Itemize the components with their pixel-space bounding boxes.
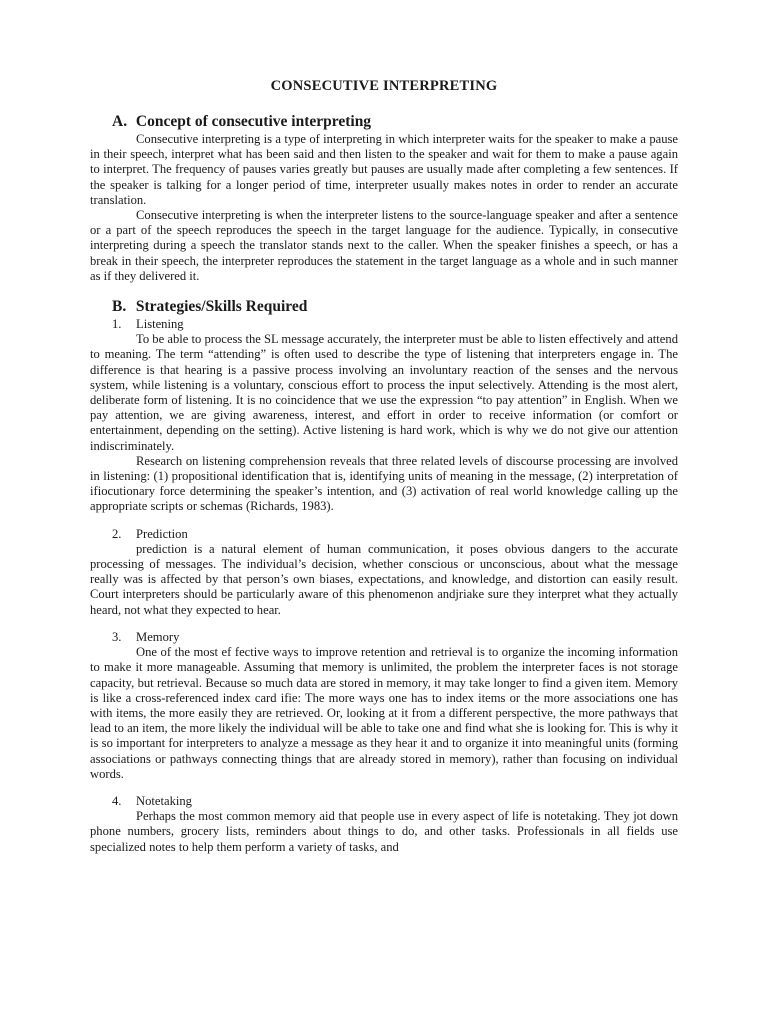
subsection-listening <box>90 317 678 515</box>
paragraph: One of the most ef fective ways to improve retention and retrieval is to organize the incoming information to make it more manageable. Assuming that memory is unlimited, the problem the interpreter faces is not storage capacity, but retrieval. Because so much data are stored in memory, it may take longer to find a given item. Memory is like a cross-referenced index card ifie: The more ways one has to index items or the more associations one has with items, the more easily they are retrieved. Or, looking at it from a different perspective, the more pathways that lead to an item, the more likely the individual will be able to take one and find what she is looking for. This is why it is so important for interpreters to analyze a message as they hear it and to organize it into meaningful units (forming associations or pathways connecting things that are already stored in memory), rather than focusing on individual words. <box>90 645 678 781</box>
paragraph: Perhaps the most common memory aid that people use in every aspect of life is notetaking. They jot down phone numbers, grocery lists, reminders about things to do, and other tasks. Professionals in all fields use specialized notes to help them perform a variety of tasks, and <box>90 809 678 854</box>
paragraph: To be able to process the SL message accurately, the interpreter must be able to listen effectively and attend to meaning. The term “attending” is often used to describe the type of listening that interpreters engage in. The difference is that hearing is a passive process involving an involuntary reaction of the senses and the nervous system, while listening is a voluntary, conscious effort to process the input selectively. Attending is the most alert, deliberate form of listening. It is no coincidence that we use the expression “to pay attention” in English. When we pay attention, we are giving awareness, interest, and effort in order to receive information (or comfort or entertainment, depending on the setting). Active listening is hard work, which is why we do not give our attention indiscriminately. <box>90 332 678 453</box>
section-b <box>90 298 678 855</box>
section-heading <box>112 113 678 131</box>
section-title: Concept of consecutive interpreting <box>135 113 372 130</box>
section-a <box>90 113 678 284</box>
paragraph: prediction is a natural element of human communication, it poses obvious dangers to the accurate processing of messages. The individual’s decision, whether conscious or unconscious, about what the message really was is affected by that person’s own biases, expectations, and knowledge, and distortion can easily result. Court interpreters should be particularly aware of this phenomenon andjriake sure they interpret what they actually heard, not what they expected to hear. <box>90 541 678 617</box>
subsection-notetaking <box>90 794 678 855</box>
subsection-number: 2. <box>112 526 122 541</box>
section-label: A. <box>112 113 128 130</box>
subsection-memory <box>90 630 678 782</box>
subsection-title: Notetaking <box>136 793 192 808</box>
subsection-heading <box>90 527 678 542</box>
subsection-number: 1. <box>112 317 122 332</box>
document-title: CONSECUTIVE INTERPRETING <box>270 78 498 94</box>
section-title: Strategies/Skills Required <box>135 298 308 316</box>
subsection-heading <box>90 794 678 809</box>
paragraph: Consecutive interpreting is when the interpreter listens to the source-language speaker and after a sentence or a part of the speech reproduces the speech in the target language for the audience. Typically, in consecutive interpreting during a speech the translator stands next to the caller. When the speaker finishes a speech, or has a break in their speech, the interpreter reproduces the statement in the target language as a whole and in such manner as if they delivered it. <box>90 208 678 283</box>
subsection-title: Memory <box>136 629 180 644</box>
paragraph: Consecutive interpreting is a type of interpreting in which interpreter waits for the speaker to make a pause in their speech, interpret what has been said and then listen to the speaker and wait for them to make a pause again to interpret. The frequency of pauses varies greatly but pauses are usually made after completing a few sentences. If the speaker is talking for a longer period of time, interpreter usually makes notes in order to render an accurate translation. <box>90 132 678 207</box>
subsection-prediction <box>90 527 678 618</box>
subsection-number: 4. <box>112 793 122 808</box>
subsection-number: 3. <box>112 629 122 644</box>
section-label: B. <box>112 298 127 316</box>
section-heading <box>112 298 678 316</box>
subsection-title: Prediction <box>136 526 188 541</box>
subsection-title: Listening <box>136 317 184 332</box>
subsection-heading <box>90 317 678 332</box>
paragraph: Research on listening comprehension reveals that three related levels of discourse processing are involved in listening: (1) propositional identification that is, identifying units of meaning in the message, (2) interpretation of ifiocutionary force determining the speaker’s intention, and (3) activation of real world knowledge calling up the appropriate scripts or schemas (Richards, 1983). <box>90 453 678 514</box>
subsection-heading <box>90 630 678 645</box>
